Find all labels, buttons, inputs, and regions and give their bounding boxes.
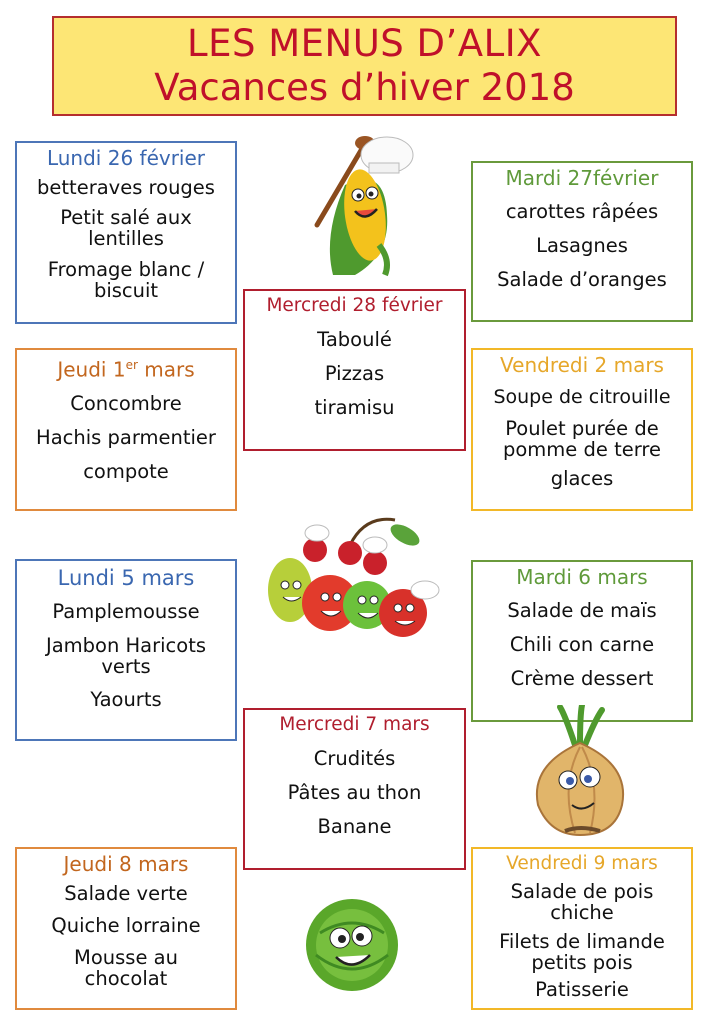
corn-chef-icon bbox=[295, 125, 425, 285]
menu-item: Salade de pois chiche bbox=[510, 880, 654, 924]
menu-item: Salade d’oranges bbox=[497, 268, 667, 291]
menu-item: Jambon Haricots verts bbox=[45, 634, 207, 678]
day-card-mercredi-28 bbox=[243, 289, 466, 451]
day-card-lundi-26 bbox=[15, 141, 237, 324]
day-title: Mardi 6 mars bbox=[516, 565, 648, 589]
lettuce-icon bbox=[300, 893, 405, 998]
day-card-vendredi-9 bbox=[471, 847, 693, 1010]
menu-item: Hachis parmentier bbox=[36, 425, 216, 449]
menu-item: Taboulé bbox=[317, 328, 392, 351]
menu-item: Yaourts bbox=[90, 688, 162, 711]
day-card-mardi-27 bbox=[471, 161, 693, 322]
menu-item: Fromage blanc / biscuit bbox=[47, 258, 205, 302]
menu-item: carottes râpées bbox=[505, 200, 659, 223]
day-title: Jeudi 8 mars bbox=[63, 852, 189, 876]
fruits-chef-icon bbox=[255, 505, 455, 655]
menu-item: Pâtes au thon bbox=[287, 781, 422, 804]
menu-item: Crème dessert bbox=[510, 667, 654, 690]
day-title-sup: er bbox=[125, 358, 138, 372]
menu-item: Salade verte bbox=[64, 882, 188, 905]
day-title-month: mars bbox=[137, 357, 195, 382]
menu-item: Concombre bbox=[70, 391, 182, 415]
day-title: Vendredi 9 mars bbox=[506, 853, 658, 874]
menu-item: compote bbox=[83, 459, 169, 483]
day-title-main: Jeudi 1 bbox=[57, 357, 126, 382]
menu-item: Crudités bbox=[313, 747, 396, 770]
menu-item: Lasagnes bbox=[536, 234, 628, 257]
menu-item: Filets de limande petits pois bbox=[499, 930, 665, 974]
menu-item: Pizzas bbox=[324, 362, 385, 385]
day-title bbox=[17, 352, 235, 383]
menu-item: Chili con carne bbox=[509, 633, 655, 656]
menu-item: Pamplemousse bbox=[52, 600, 200, 623]
day-title: Mercredi 28 février bbox=[266, 295, 443, 316]
day-card-mercredi-7 bbox=[243, 708, 466, 870]
day-card-mardi-6 bbox=[471, 560, 693, 722]
menu-item: Soupe de citrouille bbox=[493, 386, 671, 408]
menu-item: Patisserie bbox=[535, 978, 629, 1001]
day-card-lundi-5 bbox=[15, 559, 237, 741]
day-title: Mardi 27février bbox=[505, 166, 659, 190]
header-subtitle: Vacances d’hiver 2018 bbox=[154, 66, 575, 109]
menu-item: Quiche lorraine bbox=[51, 914, 201, 937]
day-card-jeudi-1 bbox=[15, 348, 237, 511]
menu-item: Petit salé aux lentilles bbox=[60, 206, 192, 250]
day-card-vendredi-2 bbox=[471, 348, 693, 511]
menu-item: Salade de maïs bbox=[507, 599, 657, 622]
menu-item: Mousse au chocolat bbox=[74, 946, 178, 990]
menu-item: betteraves rouges bbox=[37, 176, 215, 199]
menu-item: Banane bbox=[317, 815, 392, 838]
menu-item: tiramisu bbox=[314, 396, 395, 419]
day-title: Lundi 26 février bbox=[46, 146, 206, 170]
day-card-jeudi-8 bbox=[15, 847, 237, 1010]
onion-icon bbox=[520, 705, 640, 840]
day-title: Lundi 5 mars bbox=[57, 566, 195, 590]
menu-item: glaces bbox=[550, 467, 614, 490]
day-title: Vendredi 2 mars bbox=[500, 353, 664, 377]
day-title: Mercredi 7 mars bbox=[279, 714, 430, 735]
menu-header bbox=[52, 16, 677, 116]
menu-item: Poulet purée de pomme de terre bbox=[503, 417, 661, 461]
header-title: LES MENUS D’ALIX bbox=[187, 22, 542, 65]
